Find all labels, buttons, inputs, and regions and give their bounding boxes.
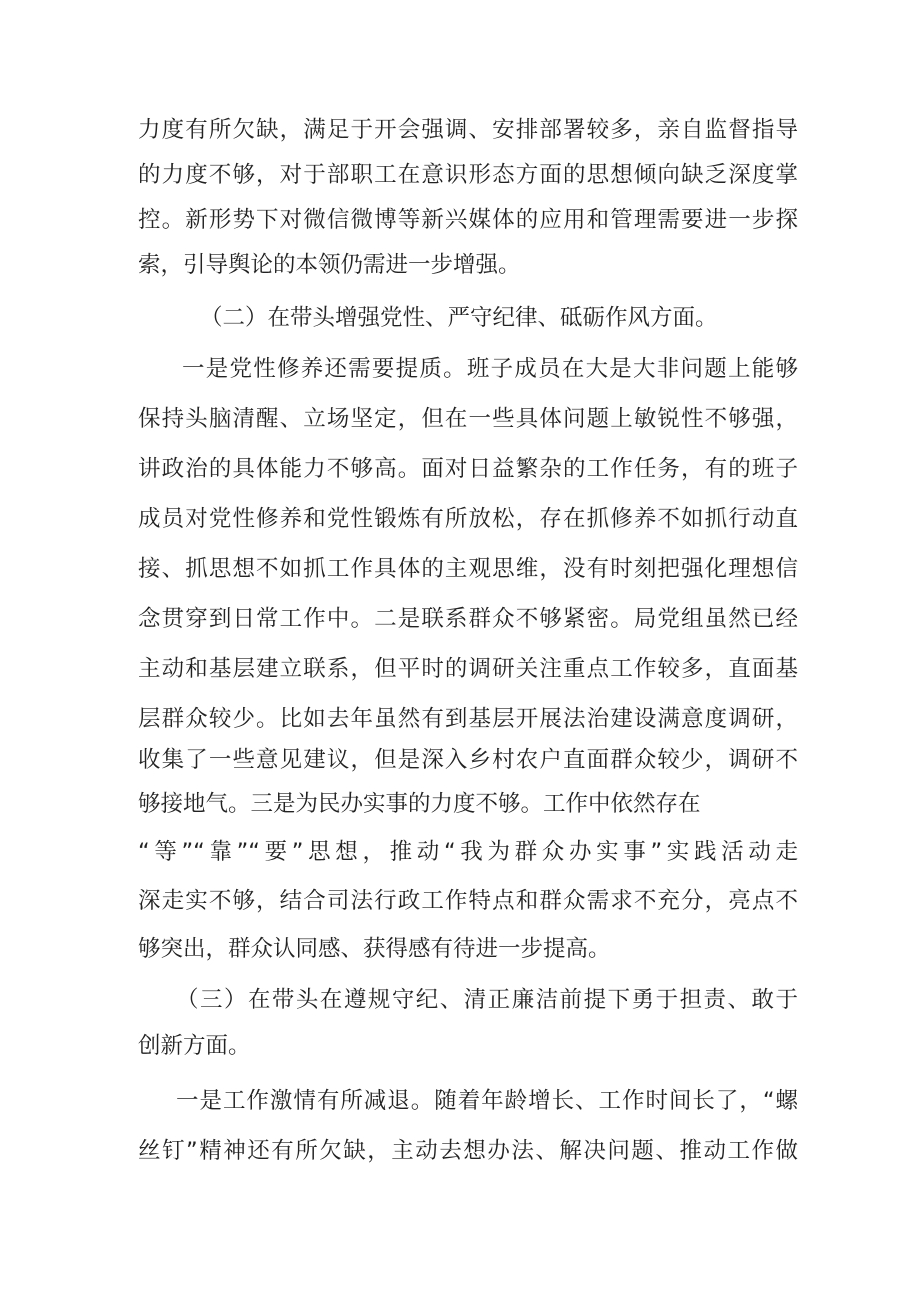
paragraph-2-line-1: 一是党性修养还需要提质。班子成员在大是大非问题上能够: [182, 356, 798, 382]
paragraph-2-line-7: 主动和基层建立联系，但平时的调研关注重点工作较多，直面基: [138, 656, 798, 682]
paragraph-3-line-1: 一是工作激情有所减退。随着年龄增长、工作时间长了，“螺: [176, 1088, 798, 1114]
paragraph-2-line-2: 保持头脑清醒、立场坚定，但在一些具体问题上敏锐性不够强，: [138, 406, 798, 432]
section-heading-3-line-1: （三）在带头在遵规守纪、清正廉洁前提下勇于担责、敢于: [176, 987, 798, 1013]
paragraph-2-line-8: 层群众较少。比如去年虽然有到基层开展法治建设满意度调研，: [138, 706, 798, 732]
paragraph-2-line-13: 够突出，群众认同感、获得感有待进一步提高。: [138, 936, 611, 962]
paragraph-3-line-2: 丝钉”精神还有所欠缺，主动去想办法、解决问题、推动工作做: [138, 1138, 798, 1164]
paragraph-2-line-5: 接、抓思想不如抓工作具体的主观思维，没有时刻把强化理想信: [138, 556, 798, 582]
paragraph-2-line-9: 收集了一些意见建议，但是深入乡村农户直面群众较少，调研不: [138, 747, 798, 773]
section-heading-3-line-2: 创新方面。: [138, 1033, 251, 1059]
paragraph-2-line-4: 成员对党性修养和党性锻炼有所放松，存在抓修养不如抓行动直: [138, 506, 798, 532]
paragraph-1-line-3: 控。新形势下对微信微博等新兴媒体的应用和管理需要进一步探: [138, 207, 798, 233]
paragraph-1-line-4: 索，引导舆论的本领仍需进一步增强。: [138, 252, 521, 278]
paragraph-2-line-12: 深走实不够，结合司法行政工作特点和群众需求不充分，亮点不: [138, 888, 798, 914]
paragraph-2-line-10: 够接地气。三是为民办实事的力度不够。工作中依然存在: [138, 791, 701, 817]
paragraph-2-line-6: 念贯穿到日常工作中。二是联系群众不够紧密。局党组虽然已经: [138, 606, 798, 632]
paragraph-2-line-3: 讲政治的具体能力不够高。面对日益繁杂的工作任务，有的班子: [138, 456, 798, 482]
paragraph-1-line-1: 力度有所欠缺，满足于开会强调、安排部署较多，亲自监督指导: [138, 117, 798, 143]
paragraph-2-line-11: “等”“靠”“要”思想，推动“我为群众办实事”实践活动走: [138, 839, 798, 865]
section-heading-2: （二）在带头增强党性、严守纪律、砥砺作风方面。: [200, 305, 718, 331]
paragraph-1-line-2: 的力度不够，对于部职工在意识形态方面的思想倾向缺乏深度掌: [138, 162, 798, 188]
